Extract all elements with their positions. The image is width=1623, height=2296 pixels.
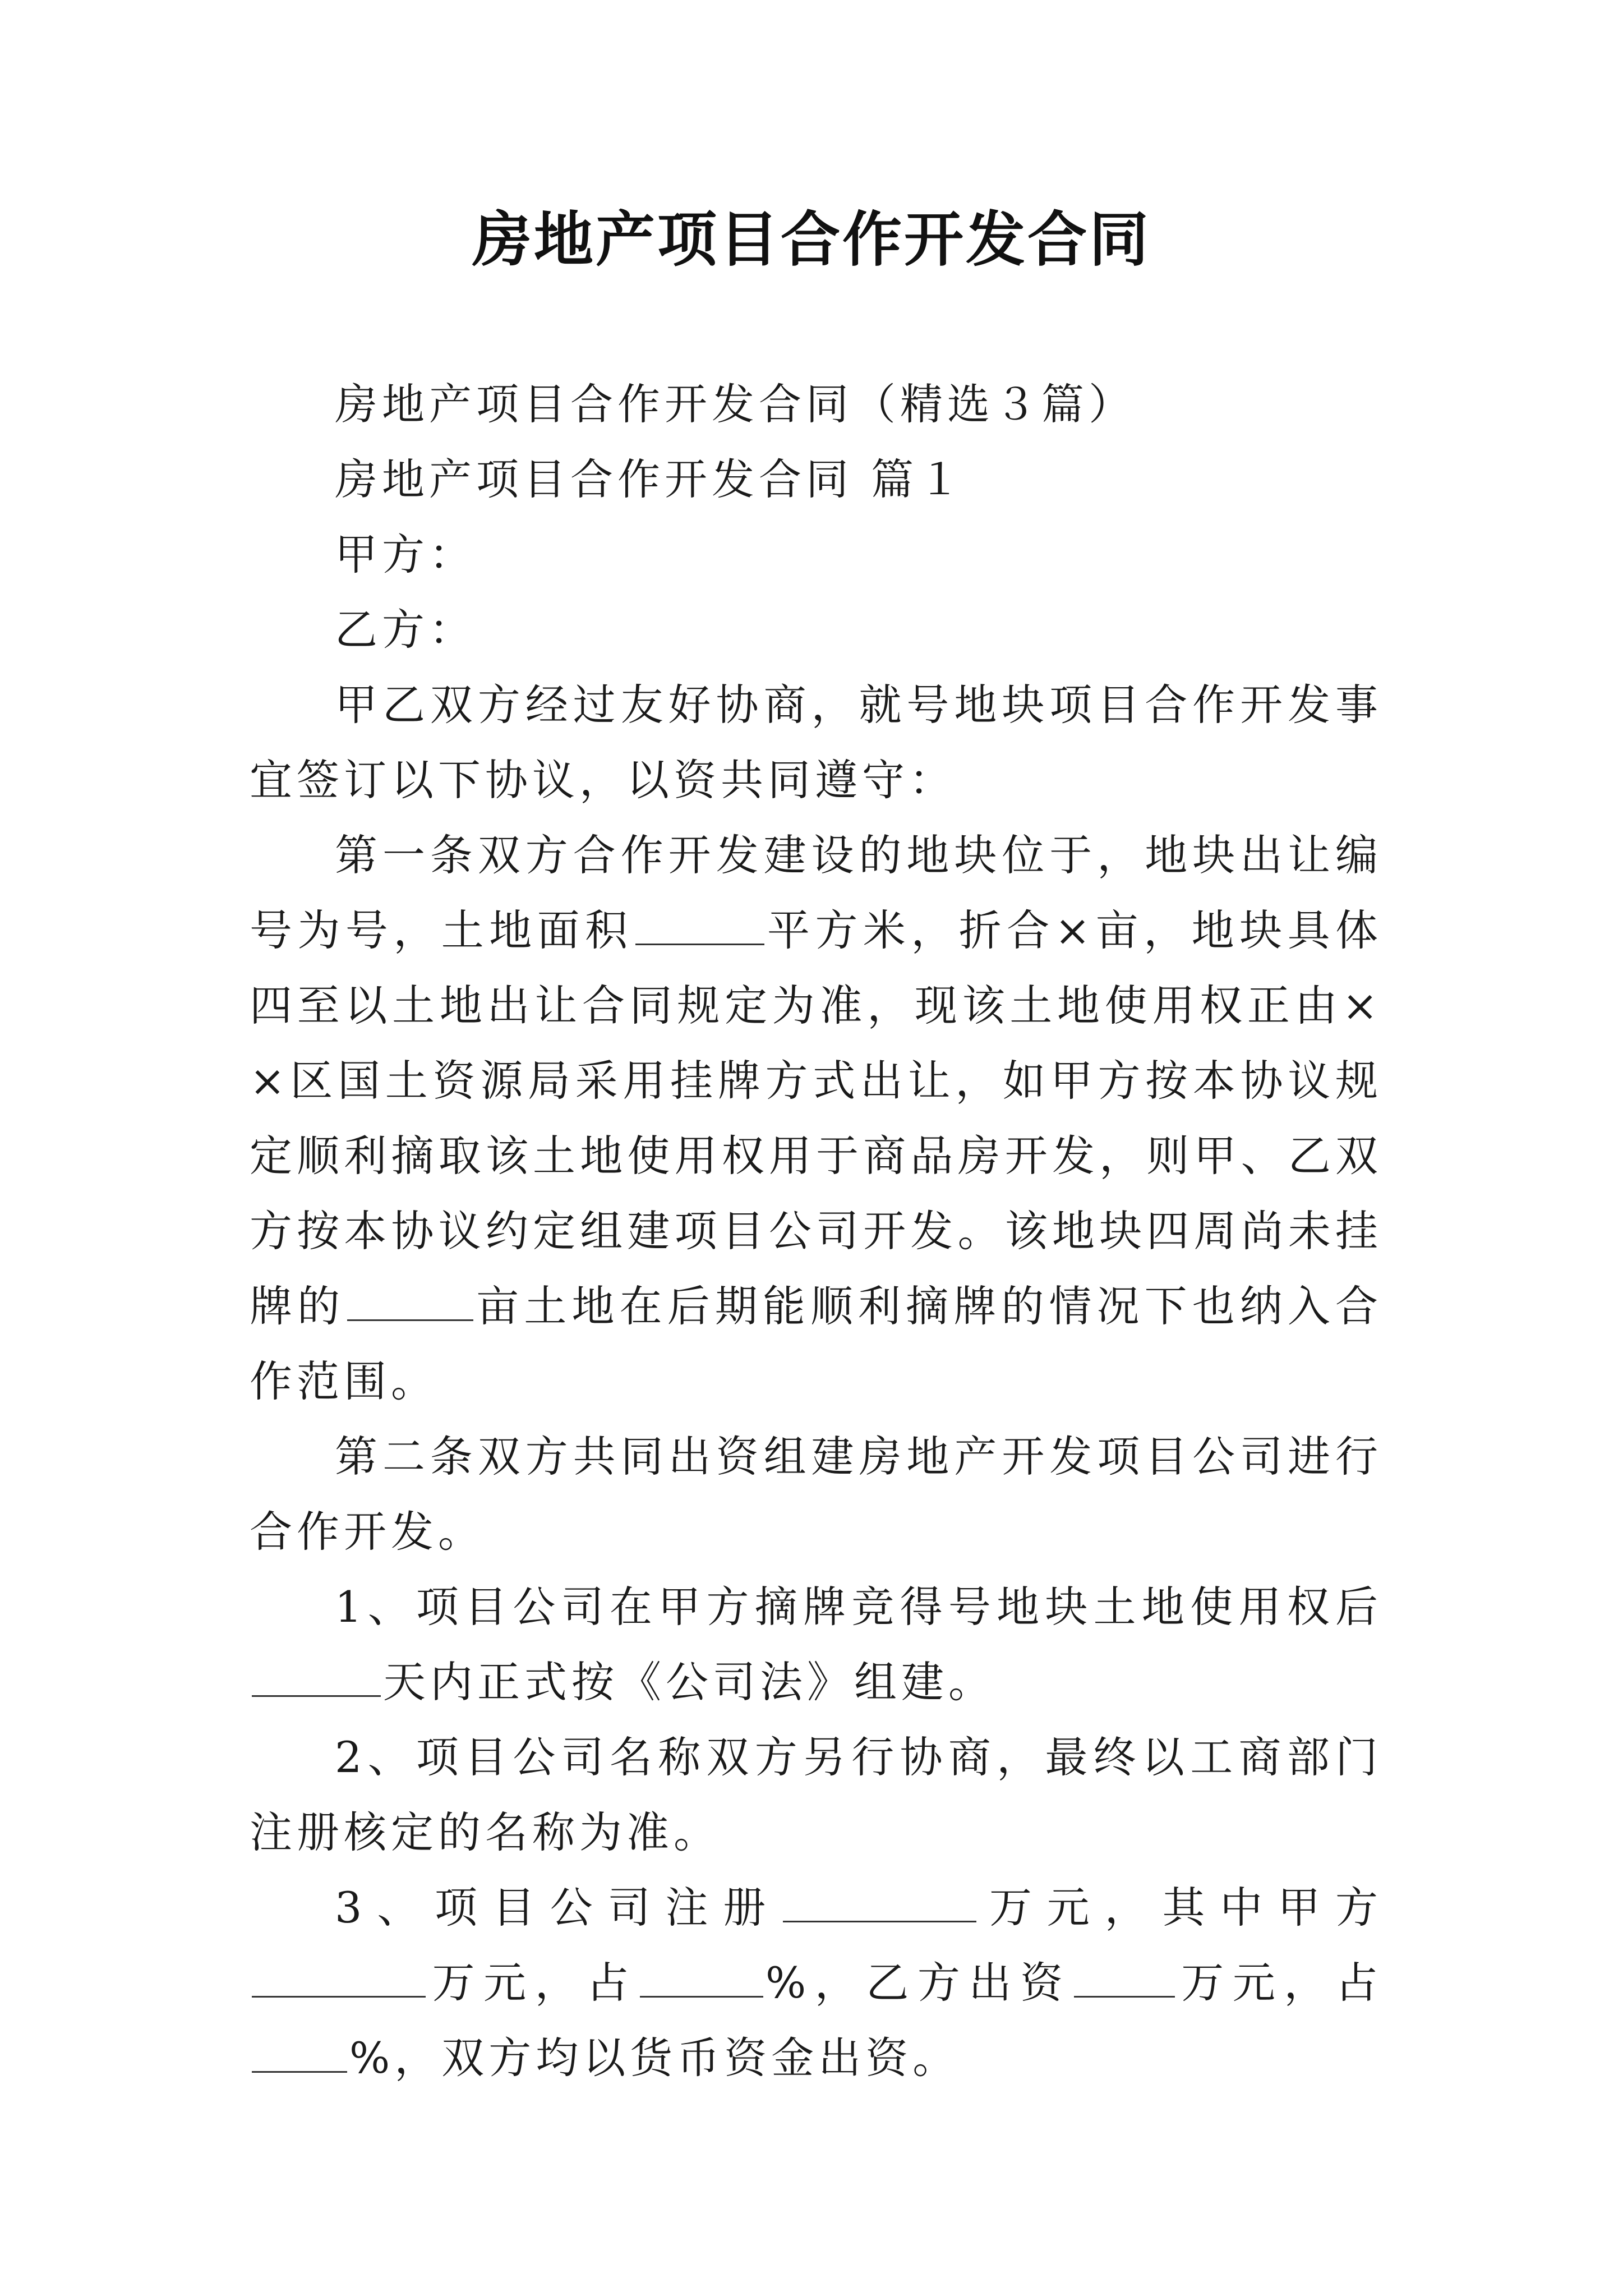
document-title: 房地产项目合作开发合同 bbox=[472, 204, 1151, 274]
item-3-text-e: 万元，占 bbox=[1177, 1958, 1383, 2008]
article-2-paragraph: 第二条双方共同出资组建房地产开发项目公司进行合作开发。 bbox=[250, 1432, 1382, 1557]
document-body bbox=[250, 367, 1382, 2096]
item-3-text-b: 万元，其中甲方 bbox=[979, 1883, 1383, 1932]
item-2-paragraph: 2、项目公司名称双方另行协商，最终以工商部门注册核定的名称为准。 bbox=[250, 1732, 1382, 1857]
item-3-text-d: %，乙方出资 bbox=[765, 1958, 1072, 2008]
unlisted-land-blank bbox=[347, 1277, 473, 1321]
item-3-text-f: %，双方均以货币资金出资。 bbox=[349, 2033, 960, 2083]
registered-capital-blank bbox=[783, 1878, 976, 1922]
land-area-blank bbox=[635, 901, 764, 945]
party-a-percent-blank bbox=[640, 1953, 763, 1998]
party-a-capital-blank bbox=[252, 1953, 426, 1998]
subtitle-line: 房地产项目合作开发合同（精选３篇） bbox=[335, 379, 1136, 429]
party-b-line: 乙方： bbox=[335, 605, 476, 655]
item-1-paragraph bbox=[250, 1570, 1382, 1720]
intro-paragraph: 甲乙双方经过友好协商，就号地块项目合作开发事宜签订以下协议，以资共同遵守： bbox=[250, 680, 1382, 805]
article-1-text-b: 平方米，折合×亩，地块具体四至以土地出让合同规定为准，现该土地使用权正由××区国土资源局采用挂牌方式出让，如甲方按本协议规定顺利摘取该土地使用权用于商品房开发，则甲、乙双方按本协议约定组建项目公司开发。该地块四周尚未挂牌的 bbox=[250, 905, 1383, 1331]
article-1-text-c: 亩土地在后期能顺利摘牌的情况下也纳入合作范围。 bbox=[250, 1281, 1383, 1406]
article-1-paragraph bbox=[250, 818, 1382, 1419]
item-3-paragraph bbox=[250, 1870, 1382, 2096]
days-blank bbox=[252, 1653, 381, 1697]
article-1-text-a: 第一条双方合作开发建设的地块位于，地块出让编号为号，土地面积 bbox=[250, 830, 1382, 955]
party-b-percent-blank bbox=[252, 2028, 347, 2073]
item-1-text-b: 天内正式按《公司法》组建。 bbox=[383, 1657, 995, 1707]
chapter-heading: 房地产项目合作开发合同 篇１ bbox=[335, 454, 966, 504]
item-1-text-a: 1、项目公司在甲方摘牌竞得号地块土地使用权后 bbox=[335, 1582, 1382, 1632]
party-b-capital-blank bbox=[1074, 1953, 1175, 1998]
party-a-line: 甲方： bbox=[335, 530, 476, 579]
item-3-text-a: 3、项目公司注册 bbox=[335, 1883, 781, 1932]
item-3-text-c: 万元，占 bbox=[428, 1958, 638, 2008]
